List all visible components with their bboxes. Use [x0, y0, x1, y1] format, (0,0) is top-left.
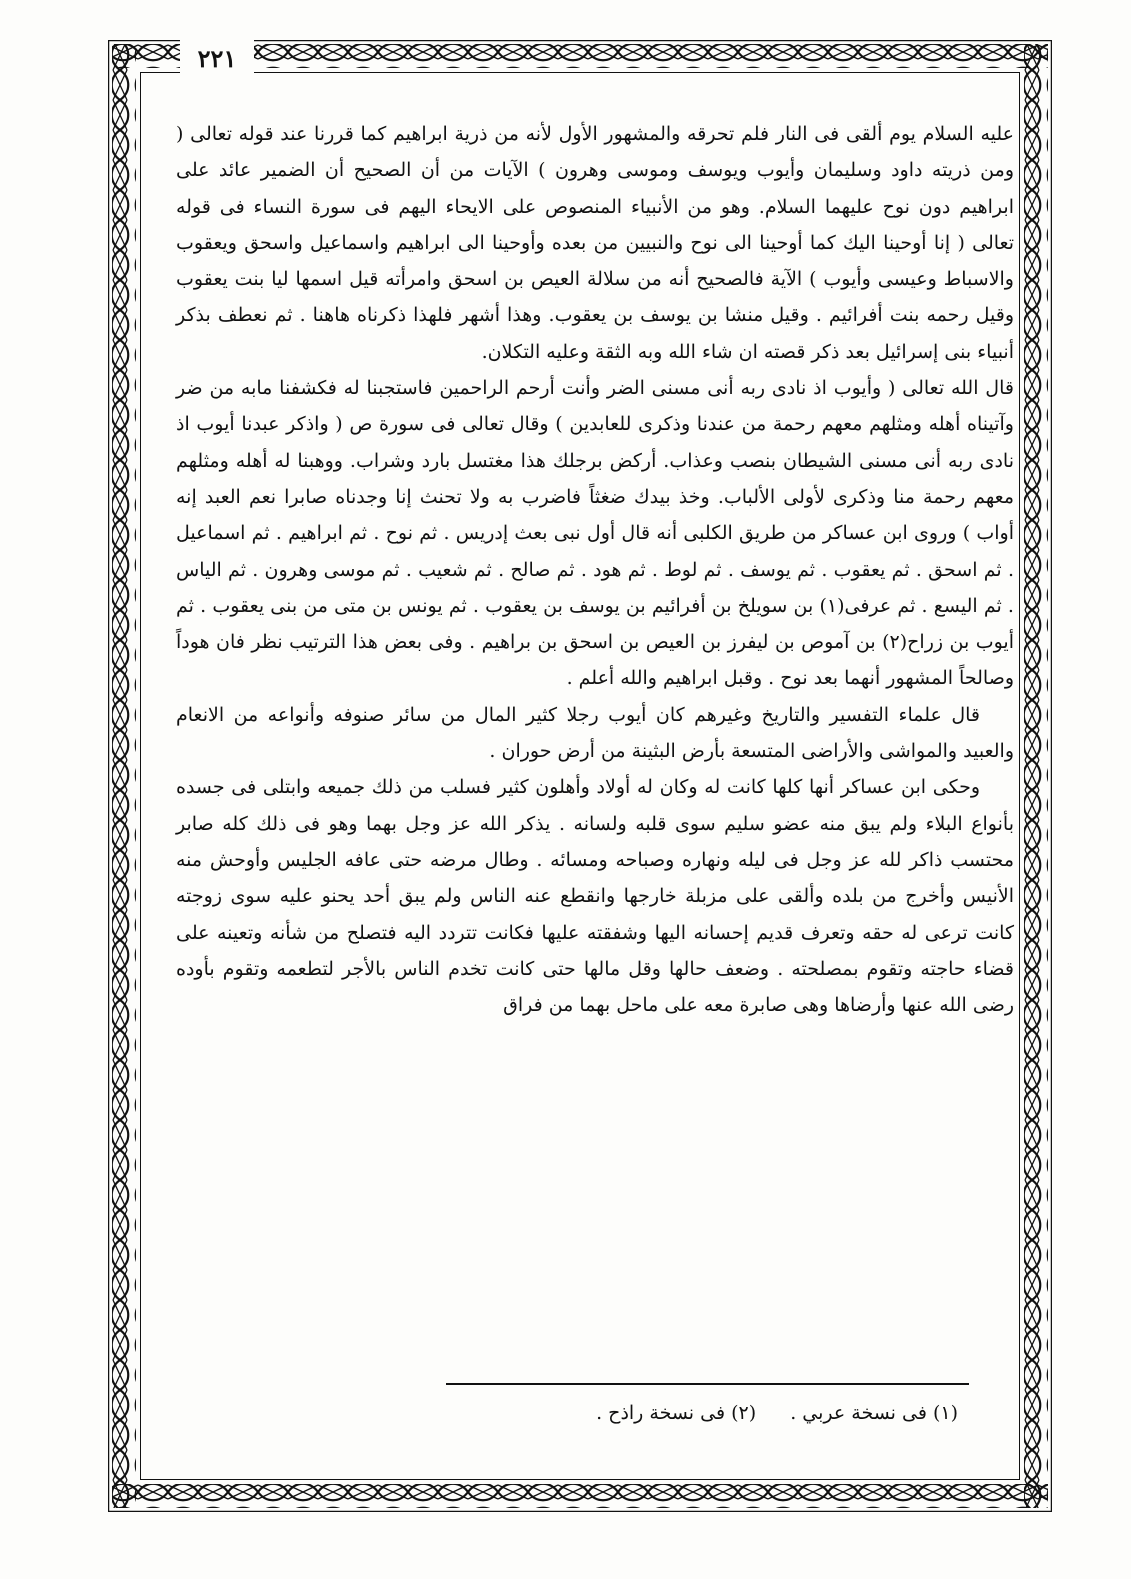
footnote: (١) فى نسخة عربي .: [790, 1402, 958, 1424]
footnote-divider: [446, 1383, 969, 1385]
paragraph: قال الله تعالى ( وأيوب اذ نادى ربه أنى مسنى الضر وأنت أرحم الراحمين فاستجبنا له فكشفنا مابه من ضر وآتيناه أهله ومثلهم معهم رحمة من عندنا وذكرى للعابدين ) وقال تعالى فى سورة ص ( واذكر عبدنا أيوب اذ نادى ربه أنى مسنى الشيطان بنصب وعذاب. أركض برجلك هذا مغتسل بارد وشراب. ووهبنا له أهله ومثلهم معهم رحمة منا وذكرى لأولى الألباب. وخذ بيدك ضغثاً فاضرب به ولا تحنث إنا وجدناه صابرا نعم العبد إنه أواب ) وروى ابن عساكر من طريق الكلبى أنه قال أول نبى بعث إدريس . ثم نوح . ثم ابراهيم . ثم اسماعيل . ثم اسحق . ثم يعقوب . ثم يوسف . ثم لوط . ثم هود . ثم صالح . ثم شعيب . ثم موسى وهرون . ثم الياس . ثم اليسع . ثم عرفى(١) بن سويلخ بن أفرائيم بن يوسف بن يعقوب . ثم يونس بن متى من بنى يعقوب . ثم أيوب بن زراح(٢) بن آموص بن ليفرز بن العيص بن اسحق بن براهيم . وفى بعض هذا الترتيب نظر فان هوداً وصالحاً المشهور أنهما بعد نوح . وقبل ابراهيم والله أعلم .: [176, 377, 1014, 690]
page-number: ٢٢١: [180, 40, 254, 78]
footnotes: [446, 1396, 958, 1430]
main-text: [176, 116, 1014, 1023]
paragraph: وحكى ابن عساكر أنها كلها كانت له وكان له أولاد وأهلون كثير فسلب من ذلك جميعه وابتلى فى جسده بأنواع البلاء ولم يبق منه عضو سليم سوى قلبه ولسانه . يذكر الله عز وجل بهما وهو فى ذلك كله صابر محتسب ذاكر لله عز وجل فى ليله ونهاره وصباحه ومسائه . وطال مرضه حتى عافه الجليس وأوحش منه الأنيس وأخرج من بلده وألقى على مزبلة خارجها وانقطع عنه الناس ولم يبق أحد يحنو عليه سوى زوجته كانت ترعى له حقه وتعرف قديم إحسانه اليها وشفقته عليها فكانت تتردد اليه فتصلح من شأنه وتعينه على قضاء حاجته وتقوم بمصلحته . وضعف حالها وقل مالها حتى كانت تخدم الناس بالأجر لتطعمه وتقوم بأوده رضى الله عنها وأرضاها وهى صابرة معه على ماحل بهما من فراق: [176, 776, 1014, 1017]
footnote: (٢) فى نسخة راذح .: [596, 1402, 757, 1424]
paragraph: عليه السلام يوم ألقى فى النار فلم تحرقه والمشهور الأول لأنه من ذرية ابراهيم كما قررنا عند قوله تعالى ( ومن ذريته داود وسليمان وأيوب ويوسف وموسى وهرون ) الآيات من أن الصحيح أن الضمير عائد على ابراهيم دون نوح عليهما السلام. وهو من الأنبياء المنصوص على الايحاء اليهم فى سورة النساء فى قوله تعالى ( إنا أوحينا اليك كما أوحينا الى نوح والنبيين من بعده وأوحينا الى ابراهيم واسماعيل واسحق ويعقوب والاسباط وعيسى وأيوب ) الآية فالصحيح أنه من سلالة العيص بن اسحق وامرأته قيل اسمها ليا بنت يعقوب وقيل رحمه بنت أفرائيم . وقيل منشا بن يوسف بن يعقوب. وهذا أشهر فلهذا ذكرناه هاهنا . ثم نعطف بذكر أنبياء بنى إسرائيل بعد ذكر قصته ان شاء الله وبه الثقة وعليه التكلان.: [176, 123, 1014, 363]
paragraph: قال علماء التفسير والتاريخ وغيرهم كان أيوب رجلا كثير المال من سائر صنوفه وأنواعه من الانعام والعبيد والمواشى والأراضى المتسعة بأرض البثينة من أرض حوران .: [176, 703, 1014, 763]
